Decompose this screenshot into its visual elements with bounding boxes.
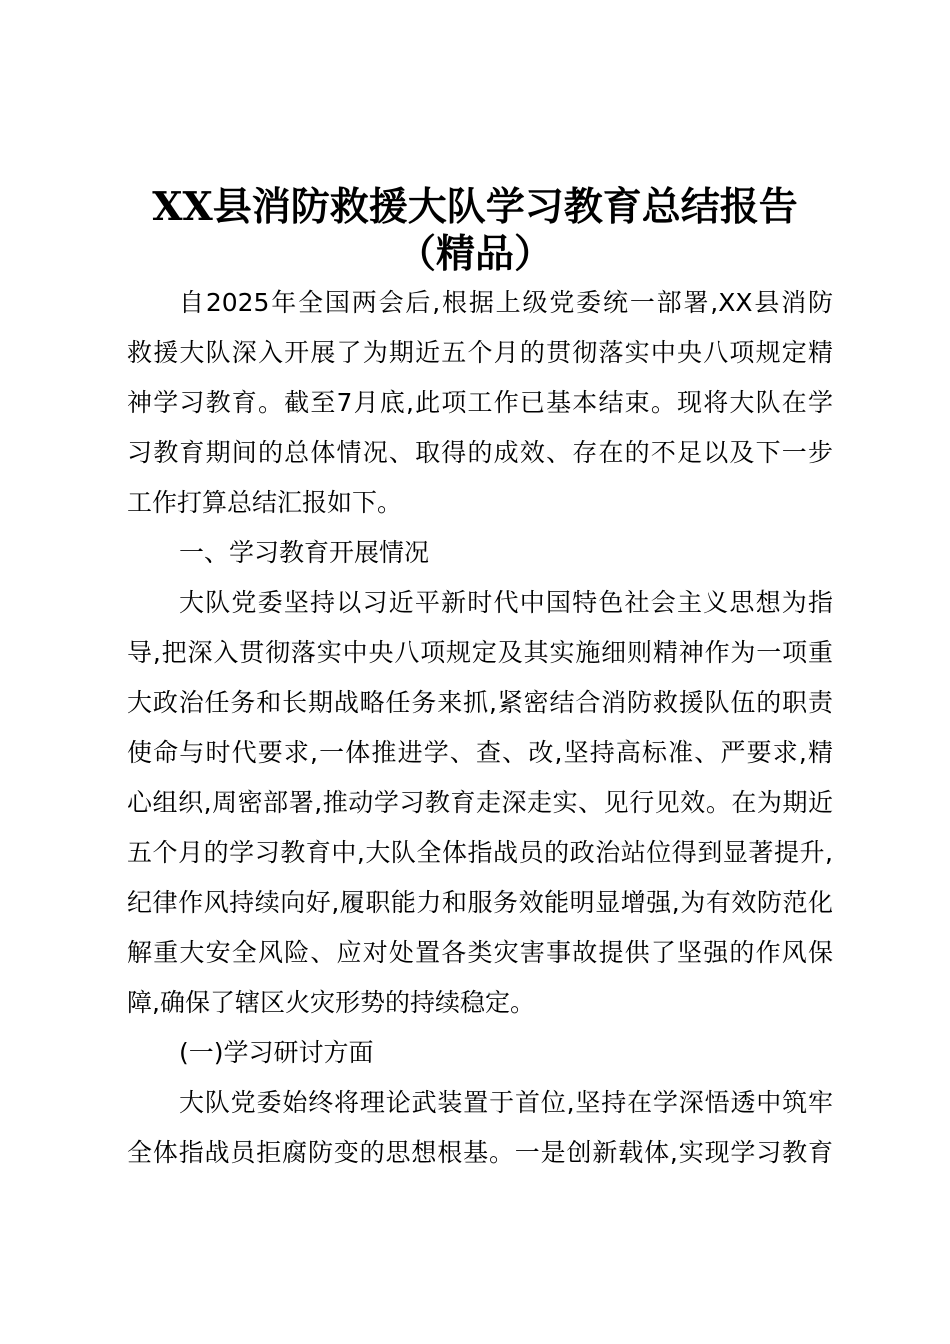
paragraph-line: 大政治任务和长期战略任务来抓,紧密结合消防救援队伍的职责 — [127, 688, 833, 717]
paragraph-line: 大队党委坚持以习近平新时代中国特色社会主义思想为指 — [179, 588, 833, 617]
paragraph-line: 五个月的学习教育中,大队全体指战员的政治站位得到显著提升, — [127, 838, 833, 867]
paragraph-line: 神学习教育。截至7月底,此项工作已基本结束。现将大队在学 — [127, 388, 833, 417]
document-title-line2: （精品） — [396, 231, 553, 277]
paragraph-line: 心组织,周密部署,推动学习教育走深走实、见行见效。在为期近 — [127, 788, 833, 817]
paragraph-line: 全体指战员拒腐防变的思想根基。一是创新载体,实现学习教育 — [127, 1138, 833, 1167]
paragraph-line: 纪律作风持续向好,履职能力和服务效能明显增强,为有效防范化 — [127, 888, 833, 917]
document-title-line1: XX县消防救援大队学习教育总结报告 — [152, 184, 798, 230]
paragraph-line: 使命与时代要求,一体推进学、查、改,坚持高标准、严要求,精 — [127, 738, 833, 767]
paragraph-line: 导,把深入贯彻落实中央八项规定及其实施细则精神作为一项重 — [127, 638, 833, 667]
subsection-heading: (一)学习研讨方面 — [179, 1038, 374, 1067]
paragraph-line: 救援大队深入开展了为期近五个月的贯彻落实中央八项规定精 — [127, 338, 833, 367]
document-body — [127, 278, 833, 1178]
paragraph-line: 大队党委始终将理论武装置于首位,坚持在学深悟透中筑牢 — [179, 1088, 833, 1117]
paragraph-line: 解重大安全风险、应对处置各类灾害事故提供了坚强的作风保 — [127, 938, 833, 967]
section-heading: 一、学习教育开展情况 — [179, 538, 430, 567]
paragraph-line: 工作打算总结汇报如下。 — [127, 488, 403, 517]
paragraph-line: 自2025年全国两会后,根据上级党委统一部署,XX县消防 — [179, 288, 833, 317]
paragraph-line: 障,确保了辖区火灾形势的持续稳定。 — [127, 988, 535, 1017]
paragraph-line: 习教育期间的总体情况、取得的成效、存在的不足以及下一步 — [127, 438, 833, 467]
